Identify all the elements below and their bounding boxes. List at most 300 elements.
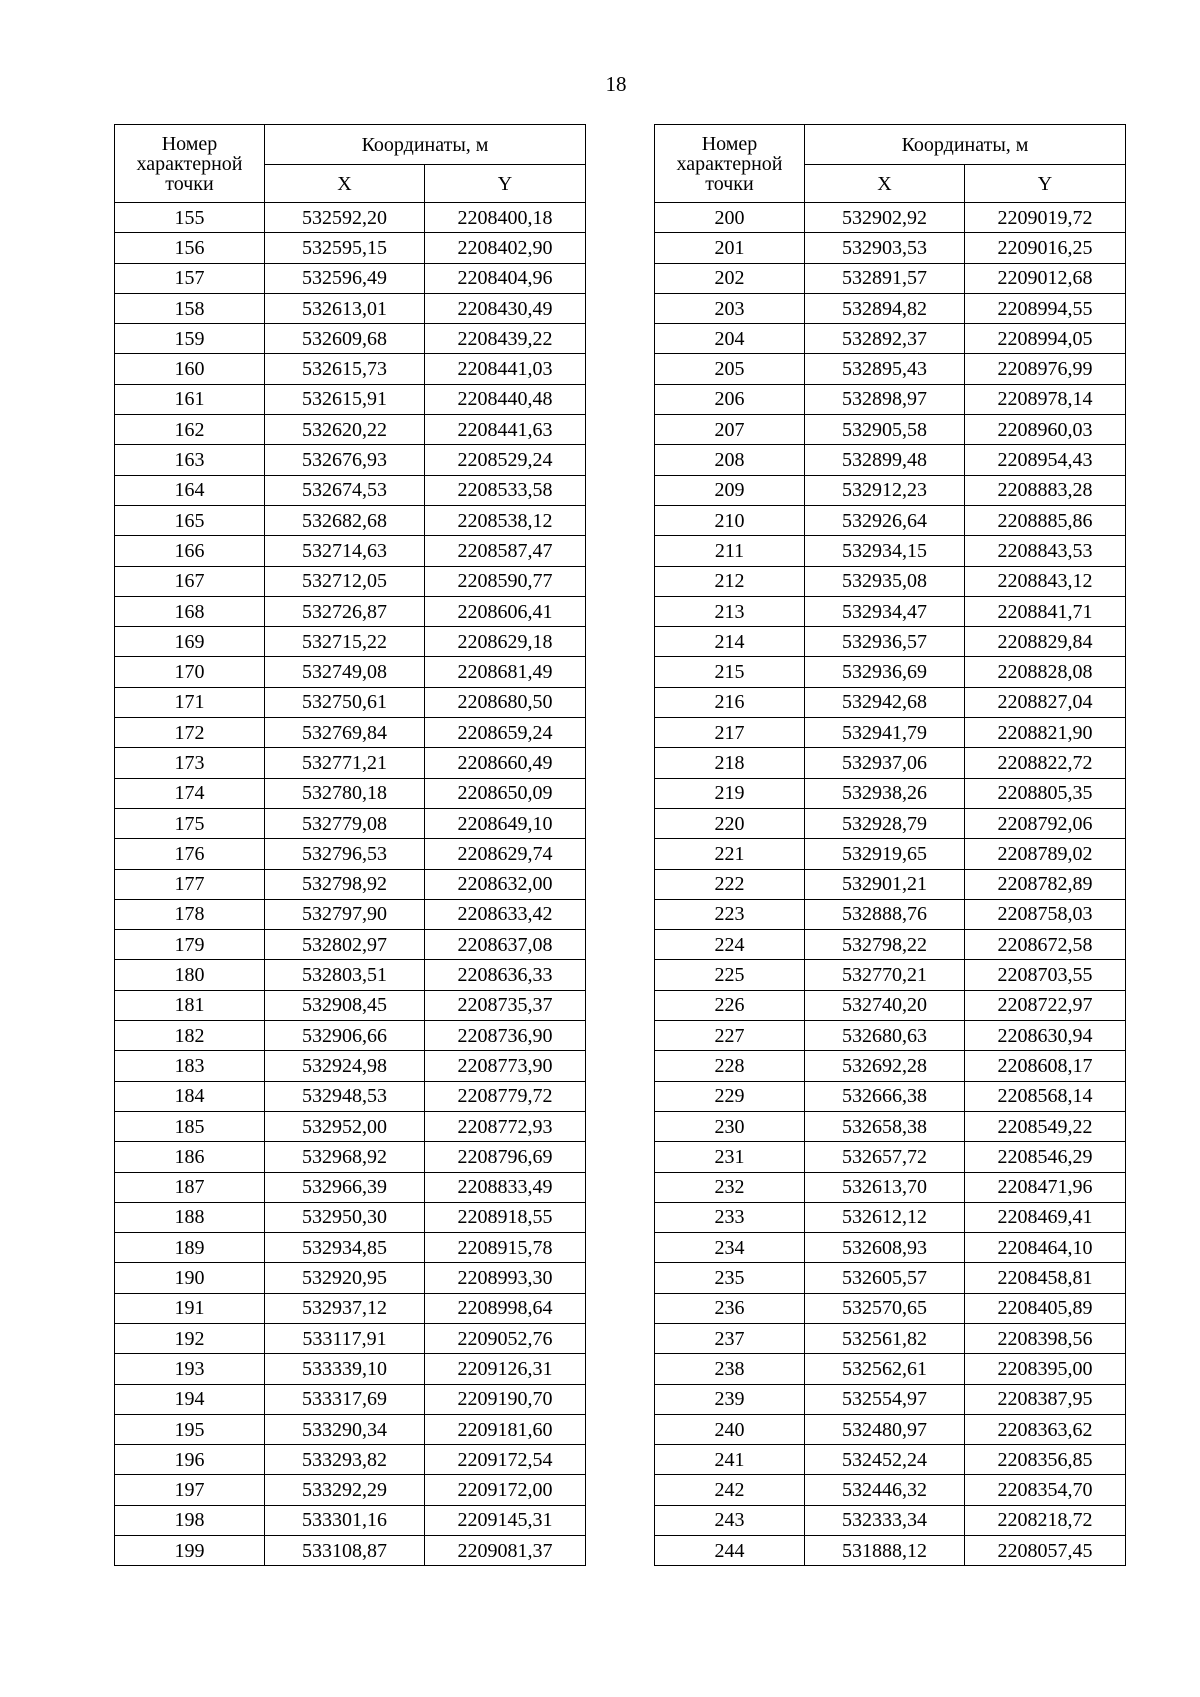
coordinates-header: Координаты, м xyxy=(805,125,1126,165)
point-number-cell: 222 xyxy=(655,869,805,899)
x-coordinate-cell: 533108,87 xyxy=(265,1536,425,1566)
table-row xyxy=(655,1172,1126,1202)
x-coordinate-cell: 532769,84 xyxy=(265,718,425,748)
point-number-cell: 227 xyxy=(655,1021,805,1051)
y-coordinate-cell: 2208978,14 xyxy=(965,384,1126,414)
y-coordinate-cell: 2208469,41 xyxy=(965,1202,1126,1232)
point-header-line-1: Номер xyxy=(161,132,218,155)
y-coordinate-cell: 2208758,03 xyxy=(965,899,1126,929)
point-number-cell: 157 xyxy=(115,263,265,293)
y-coordinate-cell: 2208533,58 xyxy=(425,475,586,505)
point-number-cell: 159 xyxy=(115,324,265,354)
point-number-cell: 162 xyxy=(115,415,265,445)
table-row xyxy=(115,1081,586,1111)
x-coordinate-cell: 532676,93 xyxy=(265,445,425,475)
point-number-cell: 174 xyxy=(115,778,265,808)
point-number-cell: 243 xyxy=(655,1505,805,1535)
x-coordinate-cell: 532715,22 xyxy=(265,627,425,657)
point-number-cell: 237 xyxy=(655,1323,805,1353)
x-coordinate-cell: 532966,39 xyxy=(265,1172,425,1202)
y-coordinate-cell: 2208471,96 xyxy=(965,1172,1126,1202)
y-coordinate-cell: 2208387,95 xyxy=(965,1384,1126,1414)
x-coordinate-cell: 532894,82 xyxy=(805,293,965,323)
point-number-cell: 187 xyxy=(115,1172,265,1202)
point-number-cell: 204 xyxy=(655,324,805,354)
y-coordinate-cell: 2208773,90 xyxy=(425,1051,586,1081)
point-number-cell: 192 xyxy=(115,1323,265,1353)
x-coordinate-cell: 532620,22 xyxy=(265,415,425,445)
x-coordinate-cell: 532680,63 xyxy=(805,1021,965,1051)
table-row xyxy=(115,233,586,263)
point-number-cell: 175 xyxy=(115,808,265,838)
table-body-left xyxy=(115,203,586,1566)
point-number-cell: 232 xyxy=(655,1172,805,1202)
point-number-cell: 194 xyxy=(115,1384,265,1414)
y-coordinate-cell: 2208608,17 xyxy=(965,1051,1126,1081)
table-row xyxy=(115,324,586,354)
table-row xyxy=(655,627,1126,657)
y-coordinate-cell: 2208568,14 xyxy=(965,1081,1126,1111)
point-number-cell: 189 xyxy=(115,1233,265,1263)
table-row xyxy=(115,869,586,899)
table-row xyxy=(115,1354,586,1384)
y-coordinate-cell: 2208827,04 xyxy=(965,687,1126,717)
point-number-cell: 179 xyxy=(115,930,265,960)
point-number-cell: 229 xyxy=(655,1081,805,1111)
table-row xyxy=(115,263,586,293)
point-number-cell: 166 xyxy=(115,536,265,566)
y-coordinate-cell: 2208405,89 xyxy=(965,1293,1126,1323)
x-coordinate-cell: 532615,91 xyxy=(265,384,425,414)
x-coordinate-cell: 532740,20 xyxy=(805,990,965,1020)
y-coordinate-cell: 2208356,85 xyxy=(965,1445,1126,1475)
point-number-header xyxy=(115,125,265,203)
point-number-cell: 195 xyxy=(115,1414,265,1444)
table-row xyxy=(115,1111,586,1141)
y-coordinate-cell: 2208672,58 xyxy=(965,930,1126,960)
x-coordinate-cell: 532657,72 xyxy=(805,1142,965,1172)
y-coordinate-cell: 2208458,81 xyxy=(965,1263,1126,1293)
y-coordinate-cell: 2208792,06 xyxy=(965,808,1126,838)
y-coordinate-cell: 2208441,03 xyxy=(425,354,586,384)
point-number-cell: 234 xyxy=(655,1233,805,1263)
x-coordinate-cell: 532561,82 xyxy=(805,1323,965,1353)
y-coordinate-cell: 2209126,31 xyxy=(425,1354,586,1384)
y-coordinate-cell: 2208430,49 xyxy=(425,293,586,323)
y-coordinate-cell: 2208994,05 xyxy=(965,324,1126,354)
x-coordinate-cell: 532968,92 xyxy=(265,1142,425,1172)
table-row xyxy=(655,1111,1126,1141)
table-row xyxy=(115,596,586,626)
point-number-cell: 236 xyxy=(655,1293,805,1323)
y-coordinate-cell: 2208629,18 xyxy=(425,627,586,657)
y-coordinate-cell: 2208954,43 xyxy=(965,445,1126,475)
table-row xyxy=(115,445,586,475)
table-row xyxy=(115,1323,586,1353)
x-coordinate-cell: 532771,21 xyxy=(265,748,425,778)
x-coordinate-cell: 532938,26 xyxy=(805,778,965,808)
table-row xyxy=(655,778,1126,808)
table-row xyxy=(655,415,1126,445)
y-coordinate-cell: 2208772,93 xyxy=(425,1111,586,1141)
y-coordinate-cell: 2208546,29 xyxy=(965,1142,1126,1172)
y-coordinate-cell: 2209081,37 xyxy=(425,1536,586,1566)
table-row xyxy=(655,990,1126,1020)
x-coordinate-cell: 533293,82 xyxy=(265,1445,425,1475)
x-coordinate-cell: 532898,97 xyxy=(805,384,965,414)
point-number-cell: 216 xyxy=(655,687,805,717)
y-coordinate-cell: 2208632,00 xyxy=(425,869,586,899)
x-coordinate-cell: 533301,16 xyxy=(265,1505,425,1535)
y-coordinate-cell: 2208885,86 xyxy=(965,505,1126,535)
x-coordinate-cell: 533290,34 xyxy=(265,1414,425,1444)
x-coordinate-cell: 532892,37 xyxy=(805,324,965,354)
point-number-cell: 169 xyxy=(115,627,265,657)
table-row xyxy=(655,1263,1126,1293)
point-number-cell: 211 xyxy=(655,536,805,566)
y-coordinate-cell: 2208883,28 xyxy=(965,475,1126,505)
x-coordinate-cell: 532333,34 xyxy=(805,1505,965,1535)
table-row xyxy=(115,536,586,566)
y-coordinate-cell: 2209016,25 xyxy=(965,233,1126,263)
table-row xyxy=(115,748,586,778)
table-row xyxy=(655,1505,1126,1535)
point-number-cell: 208 xyxy=(655,445,805,475)
y-coordinate-cell: 2208441,63 xyxy=(425,415,586,445)
y-coordinate-cell: 2208735,37 xyxy=(425,990,586,1020)
table-row xyxy=(655,1233,1126,1263)
x-column-header: X xyxy=(265,165,425,203)
x-coordinate-cell: 532891,57 xyxy=(805,263,965,293)
y-coordinate-cell: 2208681,49 xyxy=(425,657,586,687)
y-coordinate-cell: 2208822,72 xyxy=(965,748,1126,778)
point-number-cell: 183 xyxy=(115,1051,265,1081)
y-coordinate-cell: 2208398,56 xyxy=(965,1323,1126,1353)
x-coordinate-cell: 532948,53 xyxy=(265,1081,425,1111)
x-coordinate-cell: 532608,93 xyxy=(805,1233,965,1263)
point-number-cell: 238 xyxy=(655,1354,805,1384)
x-coordinate-cell: 532905,58 xyxy=(805,415,965,445)
x-coordinate-cell: 532592,20 xyxy=(265,203,425,233)
table-row xyxy=(655,839,1126,869)
table-row xyxy=(115,1445,586,1475)
table-row xyxy=(655,1323,1126,1353)
point-number-cell: 231 xyxy=(655,1142,805,1172)
table-row xyxy=(655,354,1126,384)
y-coordinate-cell: 2208590,77 xyxy=(425,566,586,596)
y-coordinate-cell: 2208994,55 xyxy=(965,293,1126,323)
y-coordinate-cell: 2209172,00 xyxy=(425,1475,586,1505)
x-coordinate-cell: 532609,68 xyxy=(265,324,425,354)
y-coordinate-cell: 2208363,62 xyxy=(965,1414,1126,1444)
point-number-cell: 200 xyxy=(655,203,805,233)
table-row xyxy=(115,1051,586,1081)
table-row xyxy=(655,1293,1126,1323)
point-number-cell: 177 xyxy=(115,869,265,899)
x-coordinate-cell: 532926,64 xyxy=(805,505,965,535)
y-coordinate-cell: 2208659,24 xyxy=(425,718,586,748)
y-coordinate-cell: 2208629,74 xyxy=(425,839,586,869)
table-row xyxy=(115,293,586,323)
x-coordinate-cell: 532936,57 xyxy=(805,627,965,657)
point-number-cell: 170 xyxy=(115,657,265,687)
x-coordinate-cell: 532712,05 xyxy=(265,566,425,596)
x-coordinate-cell: 532888,76 xyxy=(805,899,965,929)
point-number-cell: 214 xyxy=(655,627,805,657)
y-coordinate-cell: 2208402,90 xyxy=(425,233,586,263)
y-coordinate-cell: 2208833,49 xyxy=(425,1172,586,1202)
coordinates-table-left xyxy=(114,124,586,1566)
table-row xyxy=(115,1536,586,1566)
table-row xyxy=(115,687,586,717)
x-column-header: X xyxy=(805,165,965,203)
x-coordinate-cell: 532750,61 xyxy=(265,687,425,717)
y-coordinate-cell: 2208789,02 xyxy=(965,839,1126,869)
table-row xyxy=(655,324,1126,354)
point-number-cell: 181 xyxy=(115,990,265,1020)
table-row xyxy=(655,263,1126,293)
table-row xyxy=(115,415,586,445)
point-header-line-2: характерной xyxy=(136,152,243,175)
point-number-cell: 160 xyxy=(115,354,265,384)
table-row xyxy=(655,930,1126,960)
table-row xyxy=(115,930,586,960)
point-number-cell: 241 xyxy=(655,1445,805,1475)
x-coordinate-cell: 532595,15 xyxy=(265,233,425,263)
x-coordinate-cell: 532908,45 xyxy=(265,990,425,1020)
x-coordinate-cell: 532899,48 xyxy=(805,445,965,475)
x-coordinate-cell: 532452,24 xyxy=(805,1445,965,1475)
point-number-cell: 197 xyxy=(115,1475,265,1505)
x-coordinate-cell: 532937,06 xyxy=(805,748,965,778)
point-number-cell: 202 xyxy=(655,263,805,293)
x-coordinate-cell: 532928,79 xyxy=(805,808,965,838)
table-row xyxy=(115,475,586,505)
y-coordinate-cell: 2208841,71 xyxy=(965,596,1126,626)
y-coordinate-cell: 2208440,48 xyxy=(425,384,586,414)
x-coordinate-cell: 532658,38 xyxy=(805,1111,965,1141)
table-row xyxy=(115,808,586,838)
point-number-cell: 242 xyxy=(655,1475,805,1505)
table-row xyxy=(115,960,586,990)
table-row xyxy=(655,960,1126,990)
point-number-cell: 206 xyxy=(655,384,805,414)
y-coordinate-cell: 2209172,54 xyxy=(425,1445,586,1475)
point-number-cell: 224 xyxy=(655,930,805,960)
point-number-cell: 210 xyxy=(655,505,805,535)
table-row xyxy=(655,1445,1126,1475)
table-row xyxy=(115,657,586,687)
coordinates-header: Координаты, м xyxy=(265,125,586,165)
y-coordinate-cell: 2209052,76 xyxy=(425,1323,586,1353)
y-coordinate-cell: 2208782,89 xyxy=(965,869,1126,899)
x-coordinate-cell: 532919,65 xyxy=(805,839,965,869)
point-number-cell: 180 xyxy=(115,960,265,990)
point-number-cell: 235 xyxy=(655,1263,805,1293)
point-number-cell: 244 xyxy=(655,1536,805,1566)
y-coordinate-cell: 2208218,72 xyxy=(965,1505,1126,1535)
x-coordinate-cell: 533292,29 xyxy=(265,1475,425,1505)
point-number-cell: 156 xyxy=(115,233,265,263)
y-coordinate-cell: 2208660,49 xyxy=(425,748,586,778)
point-number-cell: 163 xyxy=(115,445,265,475)
coordinates-table-right xyxy=(654,124,1126,1566)
point-number-cell: 228 xyxy=(655,1051,805,1081)
x-coordinate-cell: 532901,21 xyxy=(805,869,965,899)
table-row xyxy=(115,718,586,748)
table-row xyxy=(655,1414,1126,1444)
point-number-cell: 220 xyxy=(655,808,805,838)
point-number-cell: 207 xyxy=(655,415,805,445)
table-row xyxy=(655,1475,1126,1505)
x-coordinate-cell: 532562,61 xyxy=(805,1354,965,1384)
point-number-cell: 219 xyxy=(655,778,805,808)
x-coordinate-cell: 532802,97 xyxy=(265,930,425,960)
point-number-cell: 215 xyxy=(655,657,805,687)
table-row xyxy=(655,293,1126,323)
y-coordinate-cell: 2208395,00 xyxy=(965,1354,1126,1384)
point-number-cell: 173 xyxy=(115,748,265,778)
x-coordinate-cell: 532950,30 xyxy=(265,1202,425,1232)
point-number-cell: 230 xyxy=(655,1111,805,1141)
x-coordinate-cell: 532674,53 xyxy=(265,475,425,505)
x-coordinate-cell: 532798,22 xyxy=(805,930,965,960)
table-row xyxy=(655,1354,1126,1384)
x-coordinate-cell: 532726,87 xyxy=(265,596,425,626)
point-number-cell: 223 xyxy=(655,899,805,929)
x-coordinate-cell: 533317,69 xyxy=(265,1384,425,1414)
x-coordinate-cell: 532666,38 xyxy=(805,1081,965,1111)
x-coordinate-cell: 532749,08 xyxy=(265,657,425,687)
x-coordinate-cell: 532941,79 xyxy=(805,718,965,748)
point-number-cell: 212 xyxy=(655,566,805,596)
y-coordinate-cell: 2208649,10 xyxy=(425,808,586,838)
x-coordinate-cell: 532615,73 xyxy=(265,354,425,384)
y-coordinate-cell: 2208606,41 xyxy=(425,596,586,626)
y-coordinate-cell: 2208529,24 xyxy=(425,445,586,475)
table-row xyxy=(115,1414,586,1444)
y-coordinate-cell: 2209181,60 xyxy=(425,1414,586,1444)
x-coordinate-cell: 532936,69 xyxy=(805,657,965,687)
point-number-cell: 161 xyxy=(115,384,265,414)
table-row xyxy=(115,1384,586,1414)
point-number-cell: 191 xyxy=(115,1293,265,1323)
point-number-cell: 198 xyxy=(115,1505,265,1535)
x-coordinate-cell: 532780,18 xyxy=(265,778,425,808)
y-coordinate-cell: 2208805,35 xyxy=(965,778,1126,808)
table-row xyxy=(655,808,1126,838)
point-number-cell: 178 xyxy=(115,899,265,929)
point-number-cell: 167 xyxy=(115,566,265,596)
y-coordinate-cell: 2208439,22 xyxy=(425,324,586,354)
y-coordinate-cell: 2208828,08 xyxy=(965,657,1126,687)
y-coordinate-cell: 2208538,12 xyxy=(425,505,586,535)
x-coordinate-cell: 532570,65 xyxy=(805,1293,965,1323)
y-coordinate-cell: 2208736,90 xyxy=(425,1021,586,1051)
y-coordinate-cell: 2208843,12 xyxy=(965,566,1126,596)
y-coordinate-cell: 2208587,47 xyxy=(425,536,586,566)
y-coordinate-cell: 2208779,72 xyxy=(425,1081,586,1111)
x-coordinate-cell: 532937,12 xyxy=(265,1293,425,1323)
point-number-header xyxy=(655,125,805,203)
point-number-cell: 184 xyxy=(115,1081,265,1111)
y-coordinate-cell: 2208680,50 xyxy=(425,687,586,717)
y-column-header: Y xyxy=(425,165,586,203)
point-number-cell: 186 xyxy=(115,1142,265,1172)
point-number-cell: 213 xyxy=(655,596,805,626)
table-row xyxy=(115,1202,586,1232)
x-coordinate-cell: 532480,97 xyxy=(805,1414,965,1444)
point-number-cell: 188 xyxy=(115,1202,265,1232)
table-row xyxy=(655,1142,1126,1172)
y-coordinate-cell: 2208633,42 xyxy=(425,899,586,929)
point-number-cell: 165 xyxy=(115,505,265,535)
y-coordinate-cell: 2208976,99 xyxy=(965,354,1126,384)
x-coordinate-cell: 532952,00 xyxy=(265,1111,425,1141)
point-header-line-1: Номер xyxy=(701,132,758,155)
point-number-cell: 158 xyxy=(115,293,265,323)
point-number-cell: 171 xyxy=(115,687,265,717)
point-number-cell: 193 xyxy=(115,1354,265,1384)
table-row xyxy=(115,1021,586,1051)
table-row xyxy=(655,445,1126,475)
point-header-line-3: точки xyxy=(165,172,214,195)
table-row xyxy=(115,384,586,414)
x-coordinate-cell: 532903,53 xyxy=(805,233,965,263)
table-row xyxy=(115,1475,586,1505)
table-row xyxy=(115,839,586,869)
table-row xyxy=(115,1263,586,1293)
point-number-cell: 176 xyxy=(115,839,265,869)
table-row xyxy=(655,687,1126,717)
x-coordinate-cell: 532613,70 xyxy=(805,1172,965,1202)
table-row xyxy=(655,657,1126,687)
table-row xyxy=(655,203,1126,233)
y-coordinate-cell: 2209145,31 xyxy=(425,1505,586,1535)
y-coordinate-cell: 2208843,53 xyxy=(965,536,1126,566)
table-row xyxy=(655,596,1126,626)
table-row xyxy=(655,1081,1126,1111)
y-coordinate-cell: 2208829,84 xyxy=(965,627,1126,657)
point-number-cell: 240 xyxy=(655,1414,805,1444)
point-number-cell: 164 xyxy=(115,475,265,505)
y-coordinate-cell: 2208549,22 xyxy=(965,1111,1126,1141)
x-coordinate-cell: 532906,66 xyxy=(265,1021,425,1051)
y-coordinate-cell: 2208918,55 xyxy=(425,1202,586,1232)
table-row xyxy=(655,1536,1126,1566)
point-number-cell: 168 xyxy=(115,596,265,626)
point-number-cell: 201 xyxy=(655,233,805,263)
y-coordinate-cell: 2208057,45 xyxy=(965,1536,1126,1566)
table-row xyxy=(115,990,586,1020)
y-coordinate-cell: 2208722,97 xyxy=(965,990,1126,1020)
x-coordinate-cell: 533339,10 xyxy=(265,1354,425,1384)
point-number-cell: 155 xyxy=(115,203,265,233)
y-coordinate-cell: 2208821,90 xyxy=(965,718,1126,748)
y-coordinate-cell: 2208636,33 xyxy=(425,960,586,990)
y-coordinate-cell: 2209019,72 xyxy=(965,203,1126,233)
point-number-cell: 172 xyxy=(115,718,265,748)
x-coordinate-cell: 532803,51 xyxy=(265,960,425,990)
x-coordinate-cell: 532942,68 xyxy=(805,687,965,717)
y-coordinate-cell: 2208630,94 xyxy=(965,1021,1126,1051)
point-number-cell: 217 xyxy=(655,718,805,748)
table-row xyxy=(655,384,1126,414)
table-row xyxy=(655,536,1126,566)
x-coordinate-cell: 532770,21 xyxy=(805,960,965,990)
x-coordinate-cell: 532920,95 xyxy=(265,1263,425,1293)
point-number-cell: 205 xyxy=(655,354,805,384)
